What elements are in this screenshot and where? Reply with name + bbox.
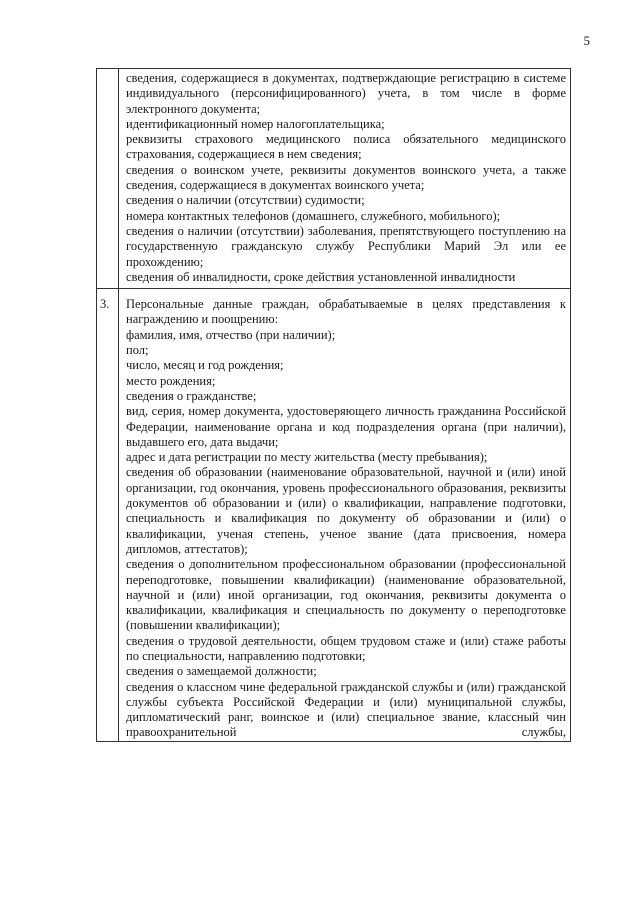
list-item: вид, серия, номер документа, удостоверяющего личность гражданина Российской Федерации, наименование органа и код подразделения органа (при наличии), выдавшего его, дата выдачи; — [126, 404, 566, 449]
list-item: пол; — [126, 343, 149, 358]
row-number-cell — [97, 69, 119, 289]
list-item: реквизиты страхового медицинского полиса обязательного медицинского страхования, содержащиеся в нем сведения; — [126, 132, 566, 162]
list-item: сведения о трудовой деятельности, общем трудовом стаже и (или) стаже работы по специальности, направлению подготовки; — [126, 633, 566, 663]
table-row-continuation — [97, 69, 571, 289]
list-item: адрес и дата регистрации по месту жительства (месту пребывания); — [126, 450, 488, 465]
list-item: сведения о классном чине федеральной гражданской службы и (или) гражданской службы субъекта Российской Федерации и (или) муниципальной службы, дипломатический ранг, воинское и (или) специальное звание, классный чин правоохранительной службы, — [126, 679, 566, 740]
list-item: сведения об образовании (наименование образовательной, научной и (или) иной организации, год окончания, уровень профессионального образования, реквизиты документов об образовании и (или) о квалификации, направление подготовки, специальность и квалификация по документу об образовании и (или) о квалификации, ученая степень, ученое звание (дата присвоения, номера дипломов, аттестатов); — [126, 465, 566, 556]
row-heading: Персональные данные граждан, обрабатываемые в целях представления к награждению и поощрению: — [126, 297, 566, 327]
list-item: номера контактных телефонов (домашнего, служебного, мобильного); — [126, 208, 501, 223]
list-item: сведения, содержащиеся в документах, подтверждающие регистрацию в системе индивидуального (персонифицированного) учета, в том числе в форме электронного документа; — [126, 71, 566, 116]
list-item: место рождения; — [126, 373, 216, 388]
list-item: сведения о замещаемой должности; — [126, 664, 317, 679]
list-item: сведения о наличии (отсутствии) заболевания, препятствующего поступлению на государственную гражданскую службу Республики Марий Эл или ее прохождению; — [126, 223, 566, 269]
list-item: сведения о наличии (отсутствии) судимости; — [126, 193, 365, 208]
personal-data-table — [96, 68, 571, 742]
list-item: сведения о дополнительном профессиональном образовании (профессиональной переподготовке, повышении квалификации) (наименование образовательной, научной и (или) иной организации, год окончания, реквизиты документа о квалификации, квалификация и специальность по документу о переподготовке (повышении квалификации); — [126, 557, 566, 633]
table-row-3 — [97, 289, 571, 742]
list-item: идентификационный номер налогоплательщика; — [126, 116, 385, 131]
row-number-cell — [97, 289, 119, 742]
list-item: фамилия, имя, отчество (при наличии); — [126, 327, 336, 342]
list-item: сведения об инвалидности, сроке действия установленной инвалидности — [126, 269, 516, 284]
page-number: 5 — [583, 33, 590, 48]
list-item: сведения о воинском учете, реквизиты документов воинского учета, а также сведения, содержащиеся в документах воинского учета; — [126, 162, 566, 193]
row-number: 3. — [100, 297, 110, 312]
list-item: сведения о гражданстве; — [126, 388, 257, 403]
list-item: число, месяц и год рождения; — [126, 358, 284, 373]
row-content-cell — [119, 69, 571, 289]
row-content-cell — [119, 289, 571, 742]
